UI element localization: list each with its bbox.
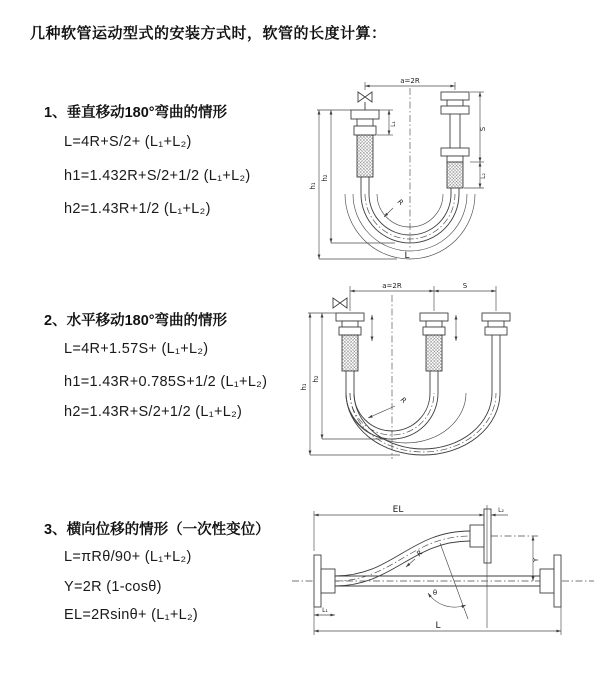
- section-3-heading: 3、横向位移的情形（一次性变位）: [44, 522, 270, 538]
- diagram-horizontal-180-bend: [300, 281, 590, 466]
- dim-label-h2: h₂: [312, 375, 320, 383]
- formula-line: h2=1.43R+S/2+1/2 (L₁+L₂): [64, 404, 243, 420]
- formula-line: L=πRθ/90+ (L₁+L₂): [64, 549, 192, 565]
- braided-section: [357, 135, 373, 177]
- valve-icon: [333, 298, 347, 308]
- dim-label-y: Y: [532, 557, 540, 563]
- braided-section: [447, 162, 463, 188]
- braided-section: [342, 335, 358, 371]
- dimension-lines: [300, 282, 496, 455]
- dim-label-s: S: [479, 126, 487, 132]
- dim-label-a2r: a=2R: [400, 77, 420, 85]
- hose-end-middle: [420, 313, 448, 371]
- formula-line: h1=1.43R+0.785S+1/2 (L₁+L₂): [64, 374, 268, 390]
- dim-label-a2r: a=2R: [382, 282, 402, 290]
- dim-label-el: EL: [392, 505, 404, 515]
- dim-label-radius: R: [398, 395, 408, 406]
- hose-end-left: [351, 110, 379, 177]
- formula-line: L=4R+S/2+ (L₁+L₂): [64, 134, 192, 150]
- dim-label-h1: h₁: [309, 182, 317, 190]
- dim-label-l2: L₂: [498, 507, 504, 514]
- formula-line: Y=2R (1-cosθ): [64, 579, 162, 595]
- formula-line: EL=2Rsinθ+ (L₁+L₂): [64, 607, 199, 623]
- dim-label-length: L: [404, 251, 410, 261]
- diagram-lateral-displacement: [288, 503, 598, 648]
- hose-end-right-displaced: [482, 313, 510, 335]
- formula-line: h2=1.43R+1/2 (L₁+L₂): [64, 201, 211, 217]
- flange-right-original: [540, 555, 561, 607]
- hose-end-right: [441, 92, 469, 188]
- section-1-heading: 1、垂直移动180°弯曲的情形: [44, 105, 228, 121]
- hose-end-left: [336, 313, 364, 371]
- dimension-lines: [314, 505, 561, 635]
- braided-section: [426, 335, 442, 371]
- dim-label-h2: h₂: [321, 174, 329, 182]
- dim-label-l: L: [435, 621, 441, 631]
- dim-label-radius: R: [395, 197, 405, 208]
- dim-label-l1: L₁: [390, 121, 397, 127]
- formula-line: L=4R+1.57S+ (L₁+L₂): [64, 341, 209, 357]
- dim-label-l1: L₁: [322, 607, 328, 614]
- flange-right-displaced: [470, 509, 491, 563]
- dim-label-s: S: [462, 282, 468, 290]
- valve-icon: [358, 92, 372, 110]
- flange-left: [314, 555, 335, 607]
- dim-label-l2: L₂: [480, 173, 487, 179]
- formula-line: h1=1.432R+S/2+1/2 (L₁+L₂): [64, 168, 251, 184]
- dim-label-theta: θ: [432, 589, 438, 597]
- diagram-vertical-180-bend: [303, 76, 563, 261]
- section-2-heading: 2、水平移动180°弯曲的情形: [44, 313, 228, 329]
- dim-label-radius: R: [415, 548, 425, 559]
- hose-s-curve-displaced: [335, 531, 470, 586]
- page-title: 几种软管运动型式的安装方式时，软管的长度计算：: [30, 25, 387, 42]
- dim-label-h1: h₁: [300, 383, 308, 391]
